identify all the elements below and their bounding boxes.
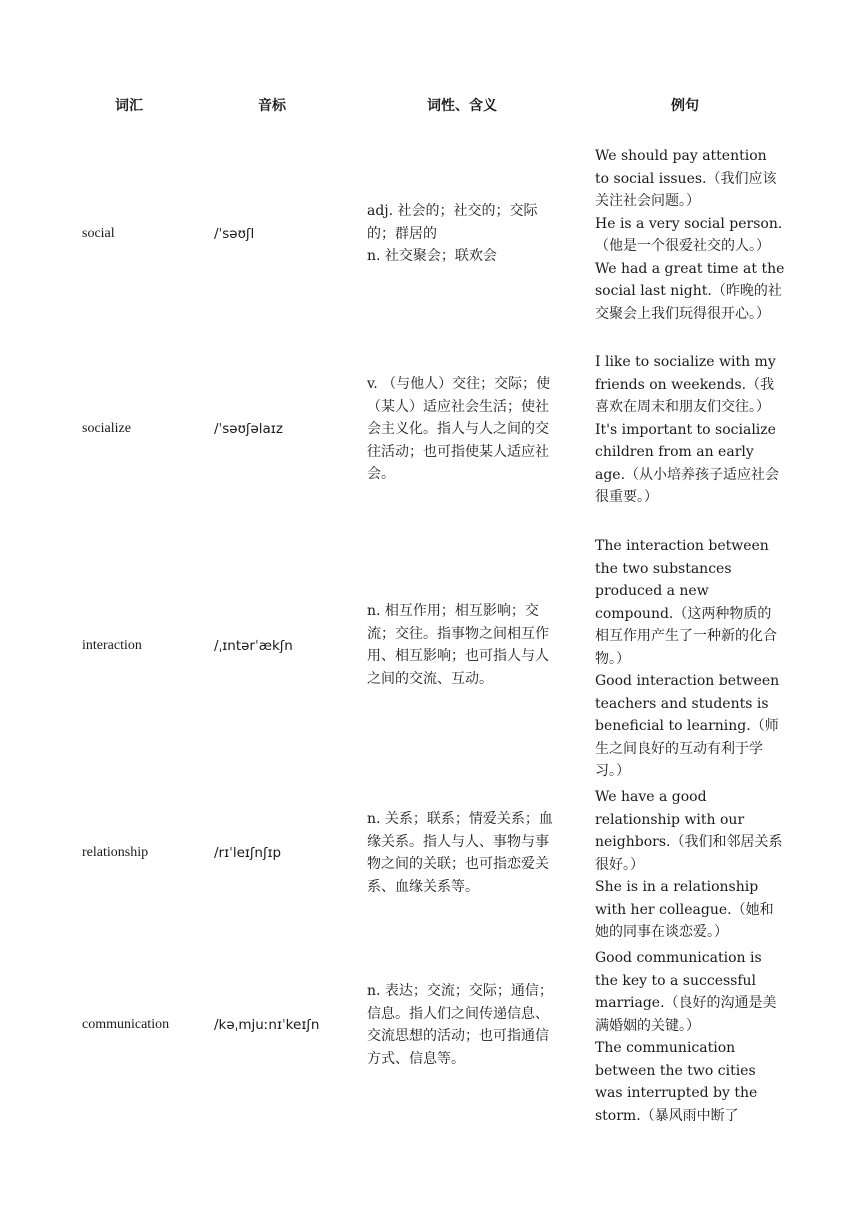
examples-cell bbox=[595, 145, 785, 325]
header-examples: 例句 bbox=[671, 98, 699, 114]
example-sentence: She is in a relationship with her colleague.（她和她的同事在谈恋爱。） bbox=[595, 879, 774, 940]
meaning-cell: n. 相互作用；相互影响；交流；交往。指事物之间相互作用、相互影响；也可指人与人之间的交流、互动。 bbox=[367, 603, 549, 687]
examples-cell bbox=[595, 351, 785, 509]
meaning-cell: v. （与他人）交往；交际；使（某人）适应社会生活；使社会主义化。指人与人之间的交往活动；也可指使某人适应社会。 bbox=[367, 376, 551, 482]
example-sentence: It's important to socialize children from an early age.（从小培养孩子适应社会很重要。） bbox=[595, 421, 780, 505]
phonetic-cell: /rɪˈleɪʃnʃɪp bbox=[214, 845, 282, 861]
phonetic-cell: /kəˌmjuːnɪˈkeɪʃn bbox=[214, 1017, 320, 1033]
vocab-row-social bbox=[0, 145, 860, 325]
meaning-line: adj. 社会的；社交的；交际的；群居的 bbox=[367, 203, 538, 242]
meaning-line: n. 社交聚会；联欢会 bbox=[367, 248, 497, 264]
meaning-cell bbox=[367, 200, 559, 268]
vocab-row-communication bbox=[0, 947, 860, 1124]
examples-cell bbox=[595, 947, 785, 1127]
example-sentence: We should pay attention to social issues.（我们应该关注社会问题。） bbox=[595, 148, 777, 209]
word-cell: communication bbox=[82, 1017, 170, 1032]
example-sentence: We have a good relationship with our neighbors.（我们和邻居关系很好。） bbox=[595, 789, 783, 873]
example-sentence: We had a great time at the social last night.（昨晚的社交聚会上我们玩得很开心。） bbox=[595, 260, 785, 322]
phonetic-cell: /ˈsəʊʃl bbox=[214, 226, 255, 242]
vocab-row-relationship bbox=[0, 786, 860, 940]
phonetic-cell: /ˈsəʊʃəlaɪz bbox=[214, 421, 283, 437]
meaning-cell: n. 表达；交流；交际；通信；信息。指人们之间传递信息、交流思想的活动；也可指通信方式、信息等。 bbox=[367, 983, 553, 1067]
example-sentence: The communication between the two cities was interrupted by the storm.（暴风雨中断了 bbox=[595, 1040, 758, 1124]
vocab-row-interaction bbox=[0, 535, 860, 779]
vocab-row-socialize bbox=[0, 351, 860, 511]
header-phonetic: 音标 bbox=[258, 98, 286, 114]
header-word: 词汇 bbox=[115, 98, 143, 114]
example-sentence: Good interaction between teachers and students is beneficial to learning.（师生之间良好的互动有利于学习。） bbox=[595, 673, 780, 779]
header-pos-meaning: 词性、含义 bbox=[427, 98, 497, 114]
examples-cell bbox=[595, 786, 785, 944]
example-sentence: Good communication is the key to a successful marriage.（良好的沟通是美满婚姻的关键。） bbox=[595, 950, 777, 1034]
word-cell: social bbox=[82, 226, 115, 241]
example-sentence: I like to socialize with my friends on weekends.（我喜欢在周末和朋友们交往。） bbox=[595, 354, 776, 415]
word-cell: interaction bbox=[82, 638, 142, 653]
example-sentence: He is a very social person.（他是一个很爱社交的人。） bbox=[595, 215, 783, 254]
example-sentence: The interaction between the two substances produced a new compound.（这两种物质的相互作用产生了一种新的化合物。） bbox=[595, 538, 777, 667]
word-cell: relationship bbox=[82, 845, 149, 860]
examples-cell bbox=[595, 535, 785, 783]
phonetic-cell: /ˌɪntərˈækʃn bbox=[214, 638, 293, 654]
meaning-cell: n. 关系；联系；情爱关系；血缘关系。指人与人、事物与事物之间的关联；也可指恋爱关系、血缘关系等。 bbox=[367, 811, 553, 895]
word-cell: socialize bbox=[82, 421, 131, 436]
